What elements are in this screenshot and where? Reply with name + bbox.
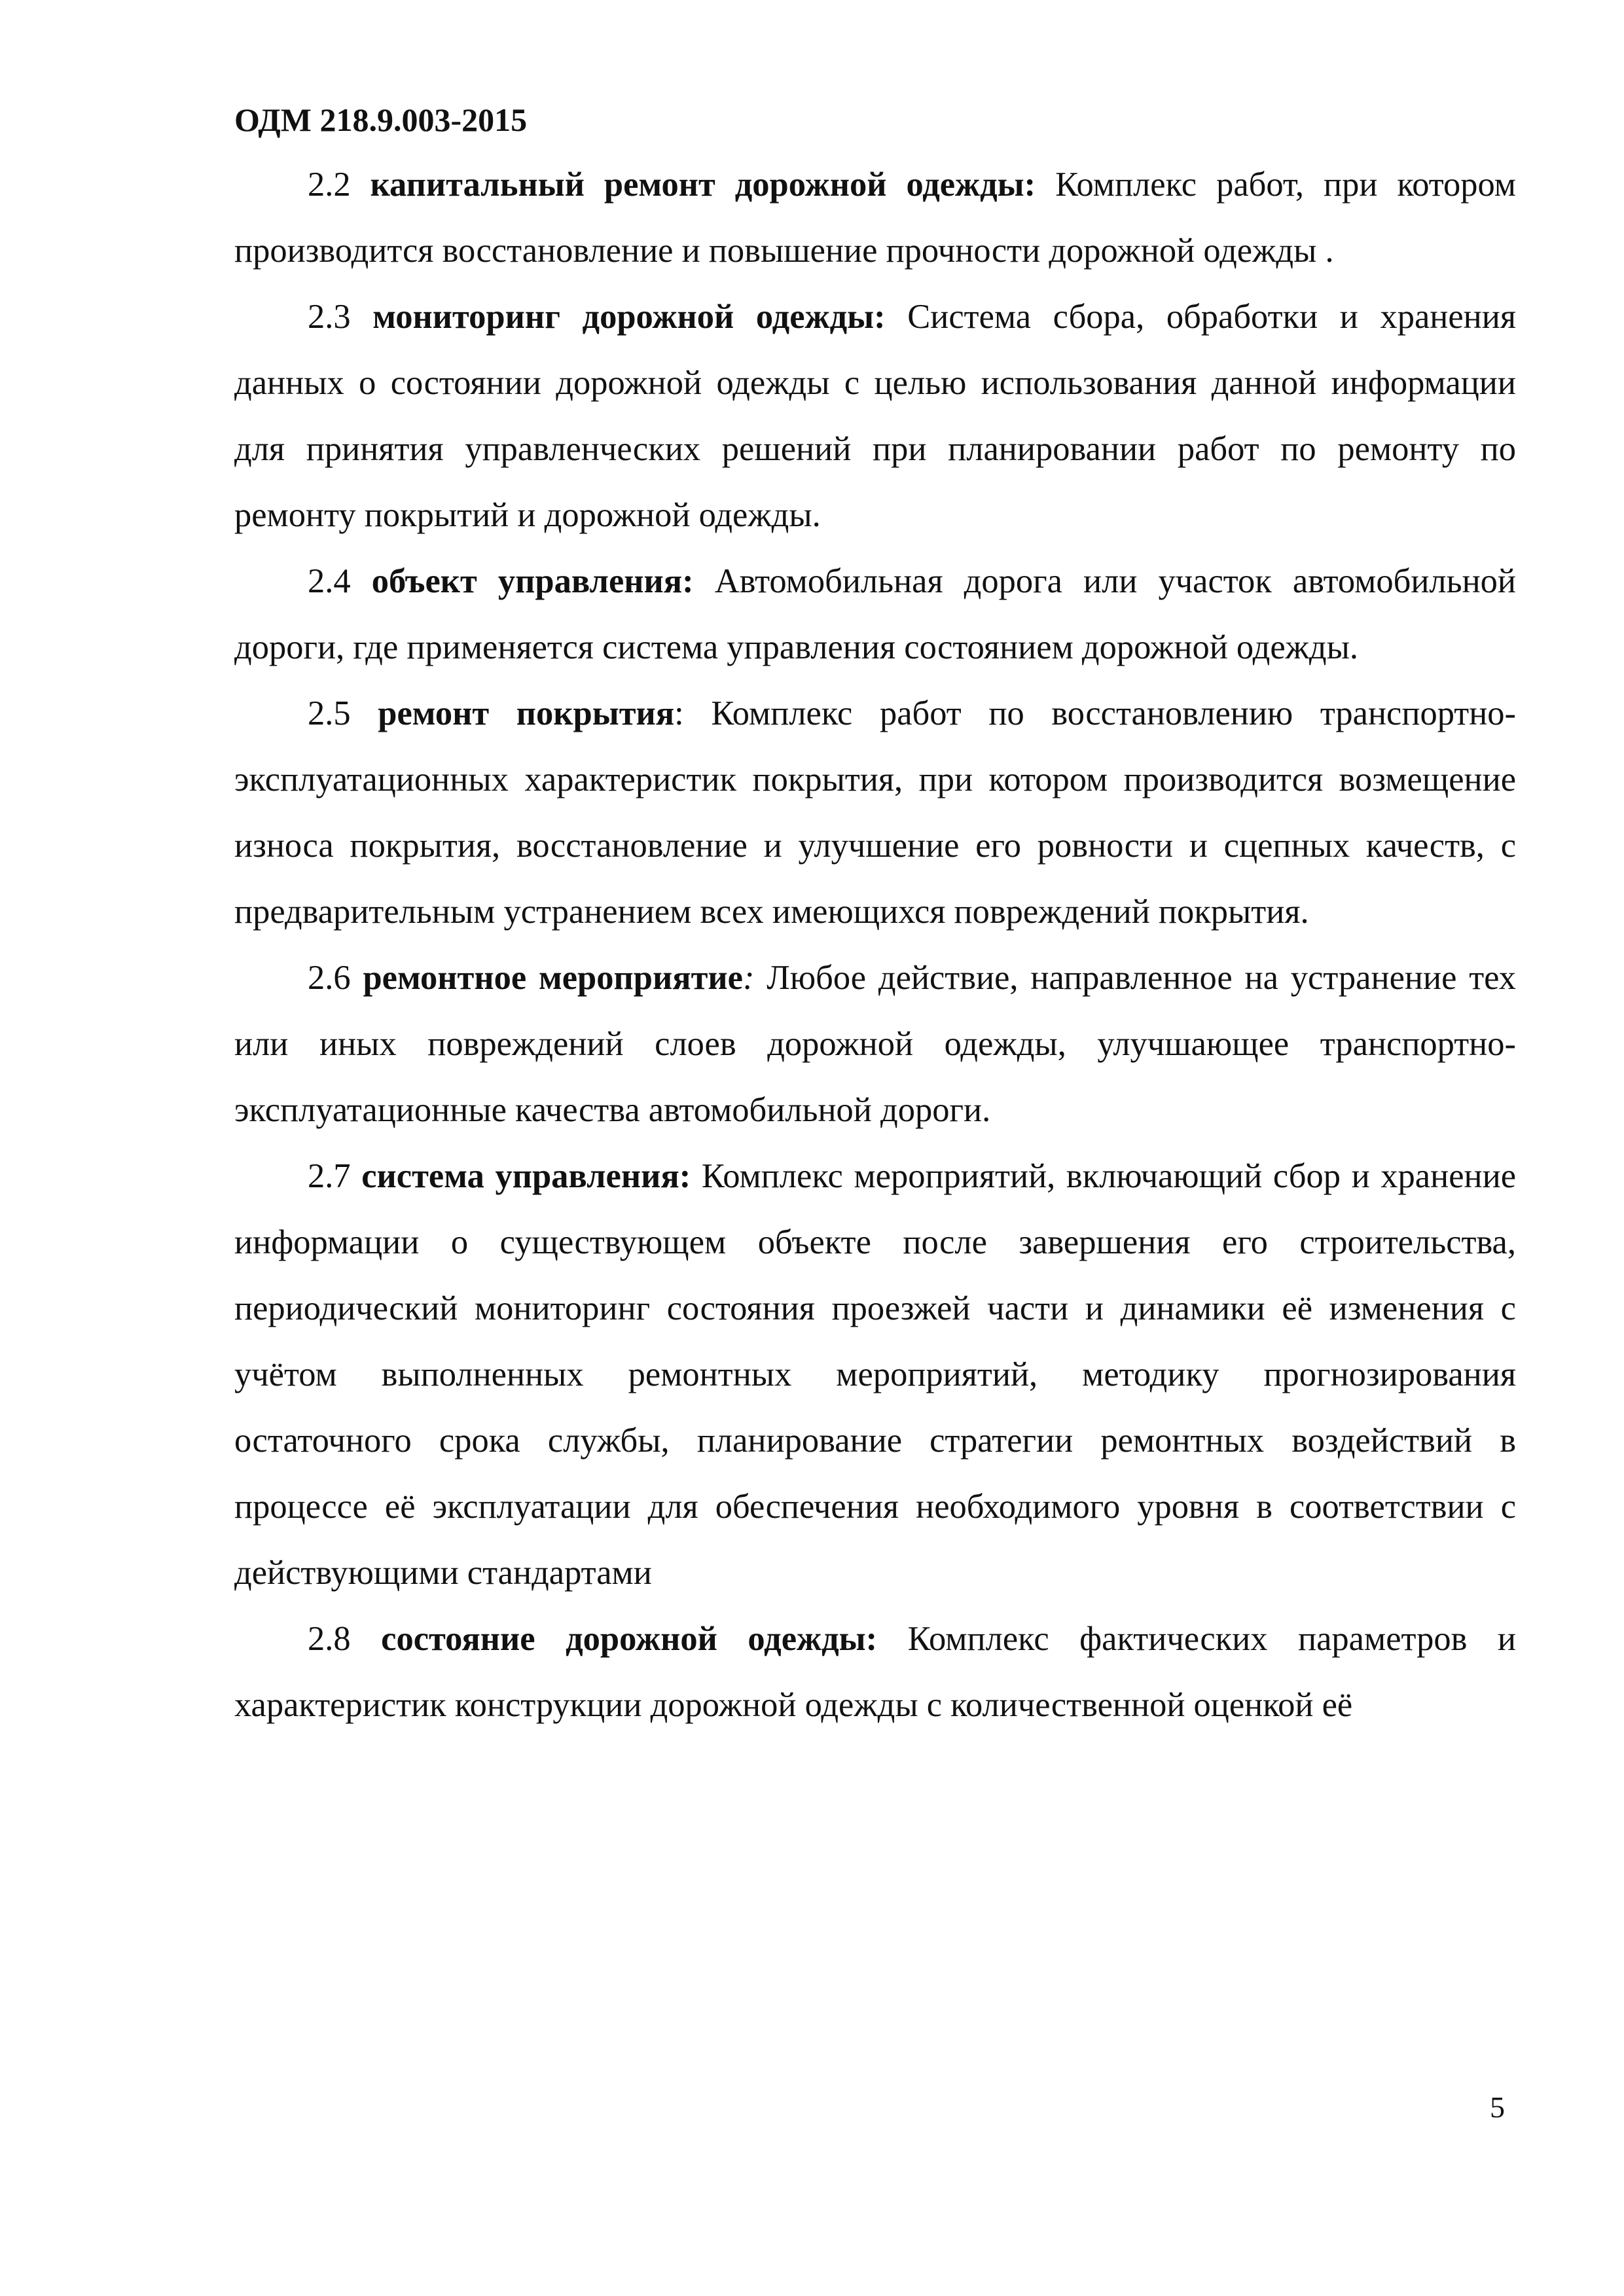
definition-text: Система сбора, обработки и хранения данных о состоянии дорожной одежды с целью использования данной информации для принятия управленческих решений при планировании работ по ремонту по ремонту покрытий и дорожной одежды. xyxy=(234,298,1517,534)
definition-number: 2.7 xyxy=(308,1157,351,1195)
document-header: ОДМ 218.9.003-2015 xyxy=(234,101,528,138)
definition-text: Комплекс мероприятий, включающий сбор и хранение информации о существующем объекте после завершения его строительства, периодический мониторинг состояния проезжей части и динамики её изменения с учётом выполненных ремонтных мероприятий, методику прогнозирования остаточного срока службы, планирование стратегии ремонтных воздействий в процессе её эксплуатации для обеспечения необходимого уровня в соответствии с действующими стандартами xyxy=(234,1157,1516,1592)
definition-2-5 xyxy=(234,681,1516,945)
document-body xyxy=(234,152,1516,1738)
definition-text: Комплекс работ, при котором производится восстановление и повышение прочности дорожной одежды . xyxy=(234,166,1517,270)
definition-term: ремонт покрытия xyxy=(378,694,675,732)
definition-term: объект управления: xyxy=(371,562,694,600)
definition-2-6 xyxy=(234,945,1516,1143)
definition-text: Комплекс фактических параметров и характеристик конструкции дорожной одежды с количественной оценкой её xyxy=(234,1620,1517,1724)
definition-term: система управления: xyxy=(361,1157,691,1195)
definition-2-2 xyxy=(234,152,1516,284)
definition-text: Автомобильная дорога или участок автомобильной дороги, где применяется система управления состоянием дорожной одежды. xyxy=(234,562,1517,666)
definition-2-7 xyxy=(234,1143,1516,1606)
definition-term: мониторинг дорожной одежды: xyxy=(372,298,886,336)
definition-term-colon: : xyxy=(674,694,684,732)
definition-2-3 xyxy=(234,284,1516,548)
definition-number: 2.8 xyxy=(308,1620,351,1658)
definition-number: 2.6 xyxy=(308,959,351,997)
page-number: 5 xyxy=(1490,2090,1505,2124)
definition-text: Комплекс работ по восстановлению транспортно-эксплуатационных характеристик покрытия, при котором производится возмещение износа покрытия, восстановление и улучшение его ровности и сцепных качеств, с предварительным устранением всех имеющихся повреждений покрытия. xyxy=(234,694,1517,931)
definition-number: 2.2 xyxy=(308,166,351,204)
definition-2-8 xyxy=(234,1606,1516,1738)
definition-2-4 xyxy=(234,548,1516,681)
definition-text: Любое действие, направленное на устранение тех или иных повреждений слоев дорожной одежды, улучшающее транспортно-эксплуатационные качества автомобильной дороги. xyxy=(234,959,1517,1129)
definition-number: 2.3 xyxy=(308,298,351,336)
definition-term: капитальный ремонт дорожной одежды: xyxy=(370,166,1036,204)
definition-term: состояние дорожной одежды: xyxy=(381,1620,878,1658)
definition-number: 2.5 xyxy=(308,694,351,732)
definition-number: 2.4 xyxy=(308,562,351,600)
definition-term-colon: : xyxy=(742,959,755,997)
definition-term: ремонтное мероприятие xyxy=(363,959,743,997)
